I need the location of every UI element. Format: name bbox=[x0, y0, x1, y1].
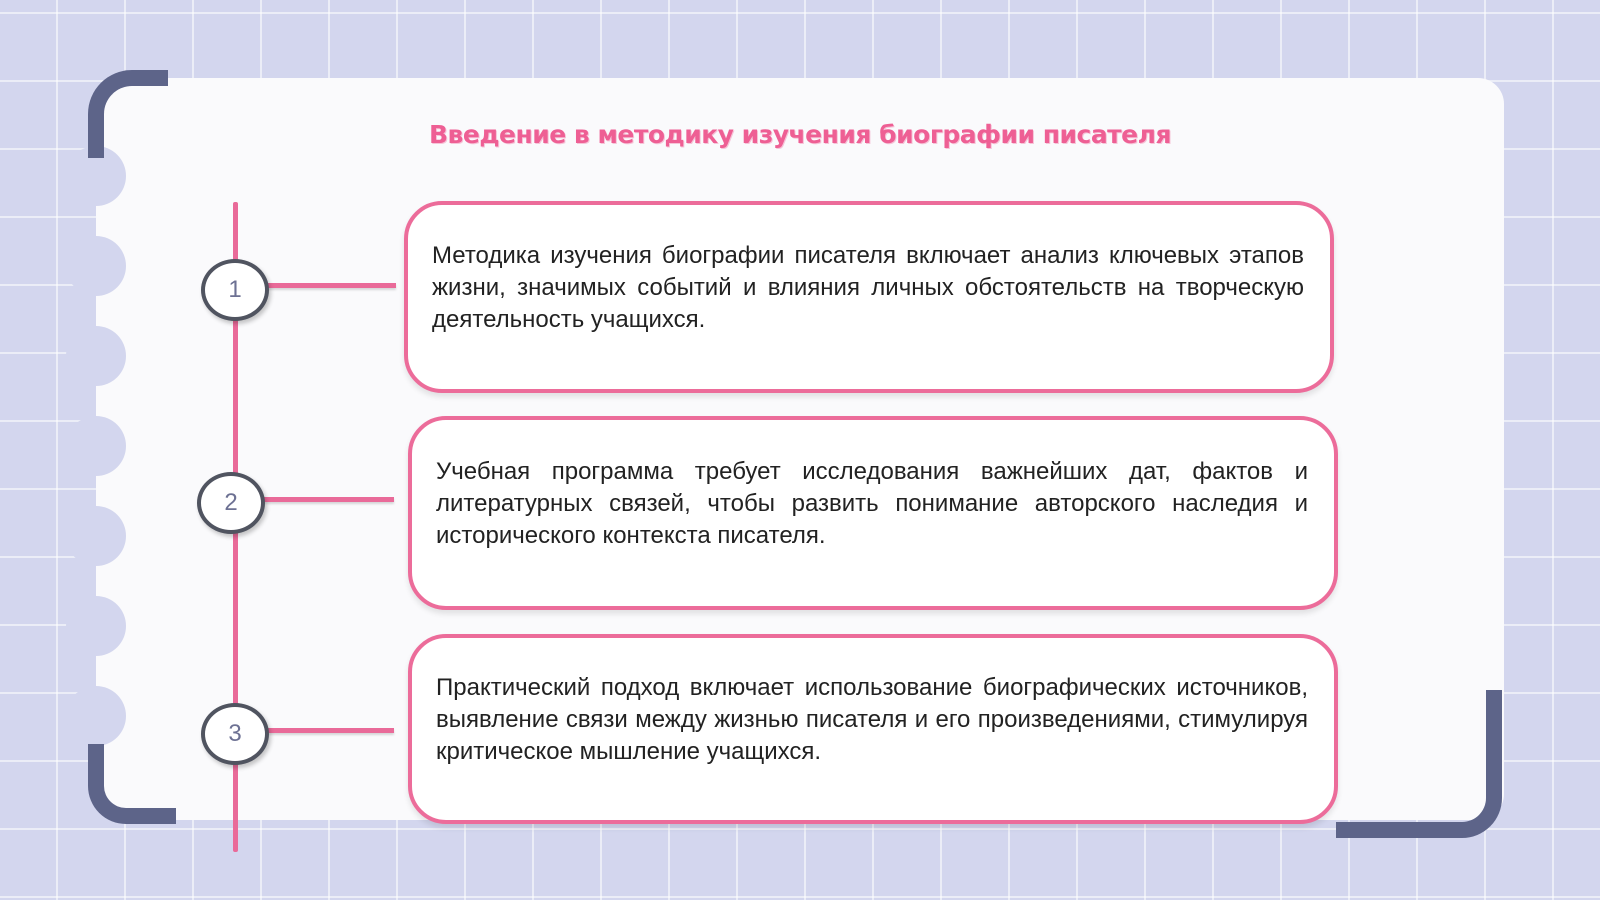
corner-bracket-bottom-left bbox=[88, 744, 176, 824]
step-card-1 bbox=[404, 201, 1334, 393]
timeline-connector-3 bbox=[268, 728, 394, 733]
step-number-2: 2 bbox=[197, 472, 265, 534]
timeline-connector-2 bbox=[264, 497, 394, 502]
binder-notch bbox=[66, 506, 126, 566]
binder-notch bbox=[66, 236, 126, 296]
step-text-3: Практический подход включает использование биографических источников, выявление связи между жизнью писателя и его произведениями, стимулируя критическое мышление учащихся. bbox=[436, 674, 1308, 765]
binder-notch bbox=[66, 596, 126, 656]
step-card-2 bbox=[408, 416, 1338, 610]
timeline-connector-1 bbox=[268, 283, 396, 288]
step-text-2: Учебная программа требует исследования важнейших дат, фактов и литературных связей, чтобы развить понимание авторского наследия и исторического контекста писателя. bbox=[436, 458, 1308, 549]
step-card-3 bbox=[408, 634, 1338, 824]
corner-bracket-bottom-right bbox=[1336, 690, 1502, 838]
step-text-1: Методика изучения биографии писателя включает анализ ключевых этапов жизни, значимых событий и влияния личных обстоятельств на творческую деятельность учащихся. bbox=[432, 242, 1304, 333]
corner-bracket-top-left bbox=[88, 70, 168, 158]
step-number-3: 3 bbox=[201, 703, 269, 765]
binder-notch bbox=[66, 326, 126, 386]
binder-notch bbox=[66, 416, 126, 476]
binder-notch bbox=[66, 686, 126, 746]
slide-title: Введение в методику изучения биографии писателя bbox=[429, 120, 1171, 149]
step-number-1: 1 bbox=[201, 259, 269, 321]
